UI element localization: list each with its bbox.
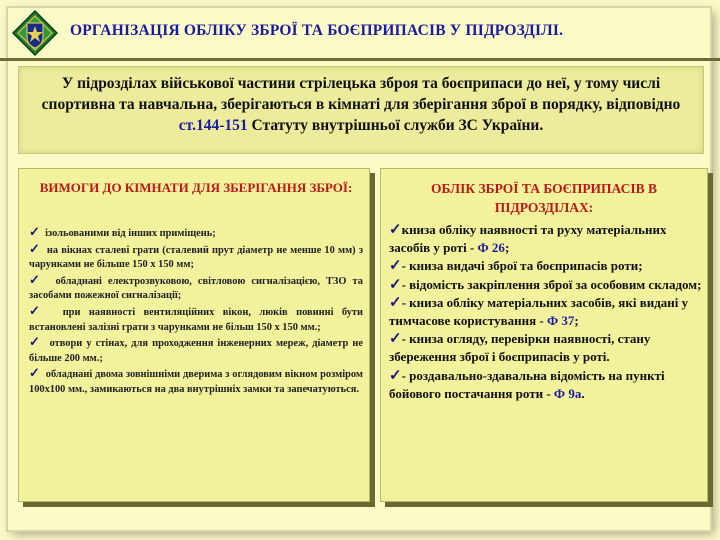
intro-text-end: Статуту внутрішньої служби ЗС України.: [247, 117, 544, 134]
document-item: [389, 367, 703, 403]
intro-text-start: У підрозділах військової частини стрілецька зброя та боєприпаси до неї, у тому числі спортивна та навчальна, зберігаються в кімнаті для зберігання зброї в порядку, відповідно: [41, 75, 681, 113]
document-text-end: ;: [504, 240, 510, 256]
form-number: Ф 26: [477, 240, 505, 256]
document-text: - роздавально-здавальна відомість на пункті бойового постачання роти -: [389, 367, 665, 401]
checkmark-icon: ✓: [389, 294, 402, 311]
charter-reference: ст.144-151: [178, 117, 248, 134]
requirement-item: [29, 366, 363, 397]
document-text: - відомість закріплення зброї за особовим складом;: [401, 276, 702, 292]
requirement-text: ізольованими від інших приміщень;: [45, 228, 216, 239]
form-number: Ф 37: [546, 313, 575, 329]
document-text-end: ;: [574, 313, 579, 329]
storage-requirements-panel: [18, 168, 370, 502]
checkmark-icon: ✓: [389, 222, 402, 238]
intro-box: [18, 66, 704, 154]
checkmark-icon: ✓: [29, 240, 41, 256]
requirement-text: при наявності вентиляційних вікон, люків повинні бути встановлені залізні грати з чарунками не більш 150 х 150 мм.;: [29, 306, 364, 333]
checkmark-icon: ✓: [29, 224, 40, 239]
weapons-accounting-panel: [380, 168, 708, 502]
document-text: - книза огляду, перевірки наявності, стану збереження зброї і боєприпасів у роті.: [389, 331, 651, 365]
document-item: [389, 294, 703, 330]
storage-requirements-heading: ВИМОГИ ДО КІМНАТИ ДЛЯ ЗБЕРІГАННЯ ЗБРОЇ:: [39, 180, 353, 195]
document-text: - книза обліку матеріальних засобів, які видані у тимчасове користування -: [389, 294, 689, 329]
checkmark-icon: ✓: [389, 276, 402, 293]
requirement-item: [29, 242, 363, 273]
checkmark-icon: ✓: [389, 258, 402, 275]
requirement-item: [29, 335, 363, 366]
checkmark-icon: ✓: [29, 302, 46, 318]
weapons-accounting-heading: ОБЛІК ЗБРОЇ ТА БОЄПРИПАСІВ В ПІДРОЗДІЛАХ:: [430, 181, 658, 215]
checkmark-icon: ✓: [29, 334, 42, 350]
emblem-icon: [12, 10, 58, 56]
document-item: [389, 221, 703, 257]
requirement-item: [29, 304, 363, 335]
document-text: книза обліку наявності та руху матеріальних засобів у роті -: [389, 222, 667, 256]
title-divider: [0, 58, 720, 61]
document-item: [389, 276, 703, 294]
document-item: [389, 330, 703, 366]
requirement-item: [29, 273, 363, 304]
document-text: - книза видачі зброї та боєприпасів роти;: [401, 258, 643, 274]
requirement-text: обладнані електрозвуковою, світловою сигналізацією, ТЗО та засобами пожежної сигналізації;: [29, 275, 363, 302]
page-title: ОРГАНІЗАЦІЯ ОБЛІКУ ЗБРОЇ ТА БОЄПРИПАСІВ У ПІДРОЗДІЛІ.: [70, 22, 564, 39]
checkmark-icon: ✓: [389, 331, 402, 348]
requirement-text: отвори у стінах, для проходження інженерних мереж, діаметр не більше 200 мм.;: [29, 338, 363, 364]
storage-requirements-list: [29, 225, 363, 398]
checkmark-icon: ✓: [29, 271, 44, 287]
requirement-item: [29, 225, 363, 242]
requirement-text: на вікнах сталеві грати (сталевий прут діаметр не менше 10 мм) з чарунками не більше 150 х 150 мм;: [29, 244, 363, 271]
checkmark-icon: ✓: [389, 367, 402, 384]
checkmark-icon: ✓: [29, 365, 41, 381]
accounting-documents-list: [389, 221, 703, 403]
requirement-text: обладнані двома зовнішніми дверима з оглядовим вікном розміром 100х100 мм., замикаються на два внутрішніх замки та запечатуються.: [29, 369, 363, 395]
intro-text: [33, 73, 689, 136]
document-item: [389, 257, 703, 275]
document-text-end: .: [581, 385, 585, 401]
form-number: Ф 9а: [553, 385, 582, 401]
